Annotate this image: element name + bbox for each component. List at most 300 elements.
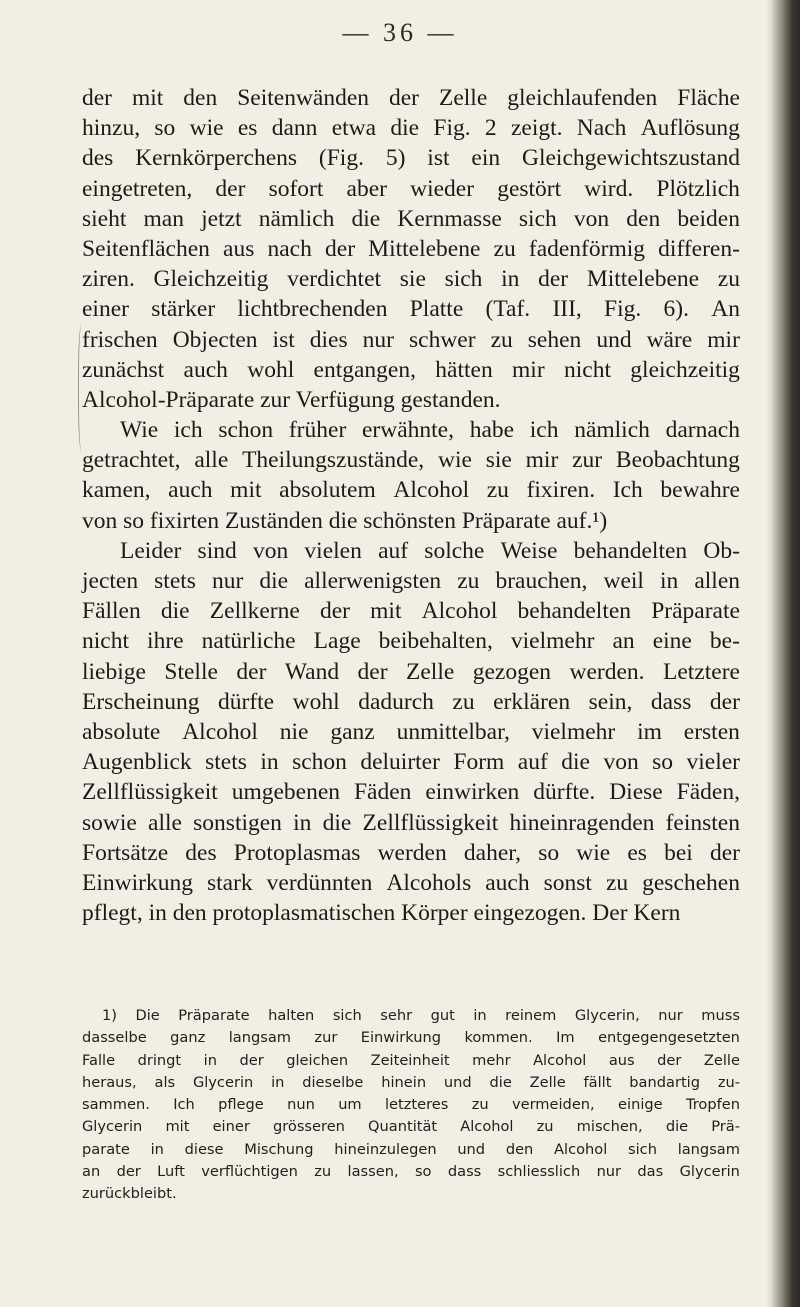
word: die bbox=[390, 115, 420, 142]
word: Fäden bbox=[353, 779, 412, 806]
word: sich bbox=[444, 266, 483, 293]
word: des bbox=[82, 145, 114, 172]
body-line bbox=[82, 717, 740, 747]
word: es bbox=[237, 115, 258, 142]
word: mit bbox=[165, 1118, 190, 1136]
word: zu bbox=[605, 869, 629, 896]
word: den bbox=[183, 85, 218, 111]
word: ihre bbox=[147, 628, 184, 655]
page-number: — 36 — bbox=[342, 18, 458, 47]
word: 2 bbox=[484, 115, 497, 142]
word: als bbox=[154, 1073, 176, 1091]
word: sein, bbox=[588, 688, 633, 715]
word: fadenförmig bbox=[528, 235, 646, 262]
word: Leider bbox=[120, 537, 182, 564]
word: etwa bbox=[331, 115, 377, 142]
word: fällt bbox=[583, 1073, 612, 1091]
word: in bbox=[260, 749, 279, 776]
word: stärker bbox=[151, 296, 216, 323]
word: liebige bbox=[82, 658, 146, 685]
word: nämlich bbox=[574, 417, 650, 444]
footnote-line bbox=[82, 1072, 740, 1094]
word: nur bbox=[211, 568, 244, 594]
word: hineinzulegen bbox=[334, 1140, 437, 1158]
word: sich bbox=[628, 1140, 657, 1158]
word: verdünnten bbox=[266, 869, 373, 896]
word: zur bbox=[314, 1029, 338, 1047]
word: zu- bbox=[717, 1073, 740, 1091]
word: eingetreten, bbox=[82, 175, 193, 202]
word: nicht bbox=[82, 628, 129, 655]
word: stets bbox=[154, 568, 196, 594]
word: Wie bbox=[120, 417, 159, 444]
word: frischen bbox=[82, 326, 158, 353]
word: natürliche bbox=[201, 628, 296, 655]
word: allerwenigsten bbox=[304, 568, 442, 594]
word: Ich bbox=[612, 477, 643, 504]
word: kommen. bbox=[464, 1029, 533, 1047]
body-line: pflegt, in den protoplasmatischen Körper eingezogen. Der Kern bbox=[82, 900, 681, 927]
word: Augenblick bbox=[82, 749, 192, 776]
word: der bbox=[389, 85, 420, 111]
word: deluirter bbox=[360, 749, 440, 776]
word: in bbox=[150, 1140, 164, 1158]
word: auf bbox=[517, 749, 548, 776]
word: Zeiteinheit bbox=[370, 1051, 450, 1069]
word: ich bbox=[529, 417, 559, 444]
body-line bbox=[82, 204, 740, 234]
word: bewahre bbox=[660, 477, 740, 504]
word: jetzt bbox=[201, 205, 242, 232]
word: Zellflüssigkeit bbox=[362, 809, 499, 836]
footnote-line bbox=[82, 1050, 740, 1072]
word: stets bbox=[205, 749, 247, 776]
word: werden. bbox=[569, 658, 645, 685]
word: Platte bbox=[409, 296, 464, 323]
word: Prä- bbox=[711, 1118, 740, 1136]
body-line bbox=[82, 536, 740, 566]
word: behandelten bbox=[517, 598, 632, 625]
word: Lage bbox=[313, 628, 361, 655]
word: Alcohol bbox=[421, 598, 498, 625]
word: Zelle bbox=[703, 1051, 740, 1069]
word: werden bbox=[377, 839, 447, 866]
word: brauchen, bbox=[495, 568, 588, 594]
word: sind bbox=[197, 537, 237, 564]
word: der bbox=[82, 85, 113, 111]
word: Alcohol bbox=[460, 1118, 514, 1136]
word: Erscheinung bbox=[82, 688, 200, 715]
word: der bbox=[709, 839, 740, 866]
body-line bbox=[82, 415, 740, 445]
page-edge-shadow bbox=[772, 0, 800, 1307]
word: feinsten bbox=[665, 809, 740, 836]
word: zu bbox=[486, 477, 509, 504]
word: der bbox=[116, 1163, 141, 1181]
word: darnach bbox=[665, 417, 740, 444]
body-line bbox=[82, 777, 740, 807]
word: den bbox=[626, 205, 661, 232]
word: absolutem bbox=[279, 477, 376, 504]
body-line bbox=[82, 566, 740, 596]
body-line bbox=[82, 596, 740, 626]
word: schwer bbox=[409, 326, 476, 353]
word: Plötzlich bbox=[656, 175, 740, 202]
word: einer bbox=[212, 1118, 250, 1136]
word: sieht bbox=[82, 205, 127, 232]
word: lassen, bbox=[347, 1163, 399, 1181]
word: langsam bbox=[228, 1029, 291, 1047]
word: mir bbox=[512, 356, 545, 383]
word: Im bbox=[556, 1029, 575, 1047]
word: aus bbox=[223, 235, 255, 262]
word: um bbox=[338, 1096, 362, 1114]
word: bandartig bbox=[629, 1073, 700, 1091]
word: habe bbox=[469, 417, 515, 444]
word: ein bbox=[471, 145, 501, 172]
word: die bbox=[322, 809, 352, 836]
word: Glycerin bbox=[82, 1118, 143, 1136]
word: in bbox=[203, 1051, 217, 1069]
word: zu bbox=[457, 568, 480, 594]
word: zu bbox=[717, 266, 740, 293]
word: und bbox=[596, 326, 632, 353]
word: der bbox=[319, 598, 350, 625]
word: Luft bbox=[157, 1163, 185, 1181]
word: Fortsätze bbox=[82, 839, 169, 866]
word: auf bbox=[378, 537, 409, 564]
word: dies bbox=[309, 326, 348, 353]
word: daher, bbox=[463, 839, 522, 866]
word: vieler bbox=[686, 749, 740, 776]
word: Objecten bbox=[172, 326, 258, 353]
word: im bbox=[637, 718, 662, 745]
word: zu bbox=[536, 1118, 554, 1136]
word: Einwirkung bbox=[360, 1029, 442, 1047]
body-line: von so fixirten Zuständen die schönsten Präparate auf.¹) bbox=[82, 507, 608, 534]
word: Fig. bbox=[604, 296, 642, 323]
word: von bbox=[603, 749, 639, 776]
word: heraus, bbox=[82, 1073, 137, 1091]
word: gleichzeitig bbox=[630, 356, 740, 383]
word: schliesslich bbox=[497, 1163, 581, 1181]
word: Zelle bbox=[406, 658, 455, 685]
word: zur bbox=[572, 447, 603, 474]
word: reinem bbox=[505, 1007, 557, 1024]
word: getrachtet, bbox=[82, 447, 181, 474]
word: die bbox=[665, 1118, 689, 1136]
word: geschehen bbox=[642, 869, 740, 896]
word: Einwirkung bbox=[82, 869, 193, 896]
word: beibehalten, bbox=[378, 628, 493, 655]
word: wohl bbox=[247, 356, 295, 383]
word: in bbox=[473, 1007, 487, 1024]
body-line bbox=[82, 234, 740, 264]
word: den bbox=[505, 1140, 534, 1158]
word: unmittelbar, bbox=[396, 718, 510, 745]
word: gestört bbox=[497, 175, 562, 202]
word: zunächst bbox=[82, 356, 165, 383]
footnote-line bbox=[82, 1116, 740, 1138]
word: die bbox=[259, 568, 289, 594]
word: nur bbox=[362, 326, 394, 353]
word: Kernmasse bbox=[397, 205, 502, 232]
word: der bbox=[239, 1051, 264, 1069]
word: die bbox=[351, 205, 381, 232]
word: Glycerin bbox=[192, 1073, 254, 1091]
word: Falle bbox=[82, 1051, 116, 1069]
word: behandelten bbox=[573, 537, 688, 564]
word: entgangen, bbox=[313, 356, 416, 383]
word: Ob- bbox=[703, 537, 740, 564]
word: mit bbox=[230, 477, 262, 504]
word: Diese bbox=[609, 779, 663, 806]
word: des bbox=[185, 839, 217, 866]
word: schon bbox=[292, 749, 347, 776]
word: Zellkerne bbox=[209, 598, 300, 625]
word: Gleichzeitig bbox=[153, 266, 269, 293]
word: einige bbox=[618, 1096, 663, 1114]
word: Protoplasmas bbox=[233, 839, 361, 866]
word: mit bbox=[131, 85, 164, 111]
word: Form bbox=[453, 749, 505, 776]
word: Ich bbox=[173, 1096, 195, 1114]
body-line bbox=[82, 174, 740, 204]
word: dass bbox=[650, 688, 692, 715]
word: Fläche bbox=[677, 85, 740, 111]
word: einwirken bbox=[425, 779, 520, 806]
word: III, bbox=[552, 296, 582, 323]
word: Kernkörperchens bbox=[135, 145, 298, 172]
word: Alcohol bbox=[393, 477, 470, 504]
word: an bbox=[612, 628, 635, 655]
word: lichtbrechenden bbox=[237, 296, 388, 323]
word: kamen, bbox=[82, 477, 151, 504]
word: Theilungszustände, bbox=[242, 447, 425, 474]
word: wieder bbox=[410, 175, 475, 202]
word: auch bbox=[168, 477, 213, 504]
footnote-line: zurückbleibt. bbox=[82, 1185, 177, 1203]
word: Mittelebene bbox=[368, 235, 481, 262]
word: Mittelebene bbox=[586, 266, 700, 293]
word: so bbox=[414, 1163, 432, 1181]
word: sammen. bbox=[82, 1096, 150, 1114]
word: nämlich bbox=[258, 205, 335, 232]
word: pflege bbox=[218, 1096, 264, 1114]
word: und bbox=[443, 1073, 472, 1091]
word: Fig. bbox=[433, 115, 471, 142]
word: in bbox=[293, 809, 312, 836]
word: es bbox=[627, 839, 647, 866]
word: mischen, bbox=[576, 1118, 643, 1136]
word: An bbox=[711, 296, 740, 323]
word: sich bbox=[332, 1007, 362, 1024]
word: weil bbox=[603, 568, 644, 594]
body-line bbox=[82, 83, 740, 113]
footnote-block bbox=[82, 1005, 740, 1206]
word: (Fig. bbox=[318, 145, 364, 172]
word: wohl bbox=[292, 688, 340, 715]
word: gezogen bbox=[472, 658, 552, 685]
word: zu bbox=[490, 326, 513, 353]
body-line: Alcohol-Präparate zur Verfügung gestanden. bbox=[82, 386, 501, 413]
word: dadurch bbox=[358, 688, 434, 715]
word: der bbox=[538, 266, 569, 293]
word: zu bbox=[471, 1096, 489, 1114]
word: erklären bbox=[493, 688, 571, 715]
word: muss bbox=[701, 1007, 740, 1024]
word: absolute bbox=[82, 718, 161, 745]
word: stark bbox=[206, 869, 253, 896]
body-line bbox=[82, 475, 740, 505]
body-line bbox=[82, 445, 740, 475]
body-line bbox=[82, 355, 740, 385]
word: Tropfen bbox=[685, 1096, 740, 1114]
word: verflüchtigen bbox=[201, 1163, 298, 1181]
word: zu bbox=[314, 1163, 332, 1181]
word: Die bbox=[135, 1007, 160, 1024]
word: halten bbox=[268, 1007, 315, 1024]
word: mehr bbox=[472, 1051, 511, 1069]
body-line bbox=[82, 838, 740, 868]
word: gleichlaufenden bbox=[507, 85, 658, 111]
word: der bbox=[215, 175, 246, 202]
word: hineinragenden bbox=[509, 809, 655, 836]
word: hinzu, bbox=[82, 115, 141, 142]
word: die bbox=[160, 598, 190, 625]
word: dieselbe bbox=[302, 1073, 364, 1091]
word: aus bbox=[608, 1051, 635, 1069]
body-line bbox=[82, 325, 740, 355]
word: sie bbox=[485, 447, 512, 474]
word: eine bbox=[652, 628, 692, 655]
body-line bbox=[82, 747, 740, 777]
word: wie bbox=[437, 447, 472, 474]
body-line bbox=[82, 808, 740, 838]
word: vielen bbox=[304, 537, 362, 564]
word: in bbox=[660, 568, 679, 594]
word: der bbox=[357, 658, 388, 685]
footnote-line bbox=[82, 1005, 740, 1027]
word: Präparate bbox=[651, 598, 740, 625]
word: jecten bbox=[82, 568, 139, 594]
word: nicht bbox=[563, 356, 611, 383]
word: dringt bbox=[137, 1051, 182, 1069]
word: mit bbox=[370, 598, 402, 625]
word: allen bbox=[694, 568, 740, 594]
word: mir bbox=[707, 326, 740, 353]
word: Beobachtung bbox=[615, 447, 740, 474]
word: Quantität bbox=[368, 1118, 438, 1136]
word: man bbox=[143, 205, 184, 232]
word: Nach bbox=[576, 115, 627, 142]
word: Präparate bbox=[178, 1007, 250, 1024]
word: Alcohol bbox=[554, 1140, 608, 1158]
word: ersten bbox=[683, 718, 740, 745]
main-text-block bbox=[82, 83, 740, 928]
word: Alcohols bbox=[386, 869, 472, 896]
word: nun bbox=[287, 1096, 315, 1114]
word: sonst bbox=[543, 869, 592, 896]
word: sich bbox=[518, 205, 557, 232]
word: zeigt. bbox=[510, 115, 563, 142]
word: solche bbox=[424, 537, 485, 564]
body-line bbox=[82, 687, 740, 717]
word: zu bbox=[452, 688, 475, 715]
word: schon bbox=[218, 417, 274, 444]
word: grösseren bbox=[272, 1118, 345, 1136]
word: (Taf. bbox=[485, 296, 531, 323]
word: der bbox=[657, 1051, 682, 1069]
word: der bbox=[325, 235, 356, 262]
body-line bbox=[82, 264, 740, 294]
word: Weise bbox=[500, 537, 558, 564]
word: vermeiden, bbox=[511, 1096, 595, 1114]
word: nur bbox=[658, 1007, 683, 1024]
word: so bbox=[652, 749, 674, 776]
body-line bbox=[82, 868, 740, 898]
word: in bbox=[271, 1073, 285, 1091]
word: der bbox=[236, 658, 267, 685]
word: auch bbox=[485, 869, 530, 896]
word: Mischung bbox=[244, 1140, 314, 1158]
word: in bbox=[501, 266, 520, 293]
word: mir bbox=[525, 447, 559, 474]
word: Wand bbox=[284, 658, 340, 685]
word: ist bbox=[272, 326, 295, 353]
word: Alcohol bbox=[533, 1051, 587, 1069]
word: Zelle bbox=[438, 85, 488, 111]
word: entgegengesetzten bbox=[598, 1029, 740, 1047]
word: gut bbox=[430, 1007, 455, 1024]
word: so bbox=[538, 839, 560, 866]
body-line bbox=[82, 657, 740, 687]
word: gleichen bbox=[286, 1051, 349, 1069]
word: ist bbox=[427, 145, 450, 172]
word: dürfte. bbox=[533, 779, 596, 806]
body-line bbox=[82, 626, 740, 656]
word: Fällen bbox=[82, 598, 141, 625]
word: Glycerin bbox=[679, 1163, 740, 1181]
word: differen- bbox=[658, 235, 740, 262]
word: Seitenflächen bbox=[82, 235, 210, 262]
word: die bbox=[561, 749, 590, 776]
word: sie bbox=[399, 266, 426, 293]
word: 6). bbox=[663, 296, 689, 323]
word: das bbox=[637, 1163, 664, 1181]
word: ganz bbox=[330, 718, 375, 745]
word: alle bbox=[194, 447, 229, 474]
word: auch bbox=[183, 356, 228, 383]
word: Gleichgewichtszustand bbox=[521, 145, 740, 172]
word: aber bbox=[346, 175, 387, 202]
word: Zelle bbox=[529, 1073, 566, 1091]
word: beiden bbox=[677, 205, 740, 232]
body-line bbox=[82, 113, 740, 143]
word: sehen bbox=[527, 326, 582, 353]
word: umgebenen bbox=[231, 779, 341, 806]
word: von bbox=[573, 205, 610, 232]
word: dasselbe bbox=[82, 1029, 147, 1047]
word: und bbox=[457, 1140, 486, 1158]
word: fixiren. bbox=[526, 477, 596, 504]
word: Seitenwänden bbox=[237, 85, 370, 111]
body-line bbox=[82, 143, 740, 173]
word: Alcohol bbox=[182, 718, 258, 745]
word: nach bbox=[267, 235, 312, 262]
word: alle bbox=[148, 809, 182, 836]
word: so bbox=[154, 115, 176, 142]
